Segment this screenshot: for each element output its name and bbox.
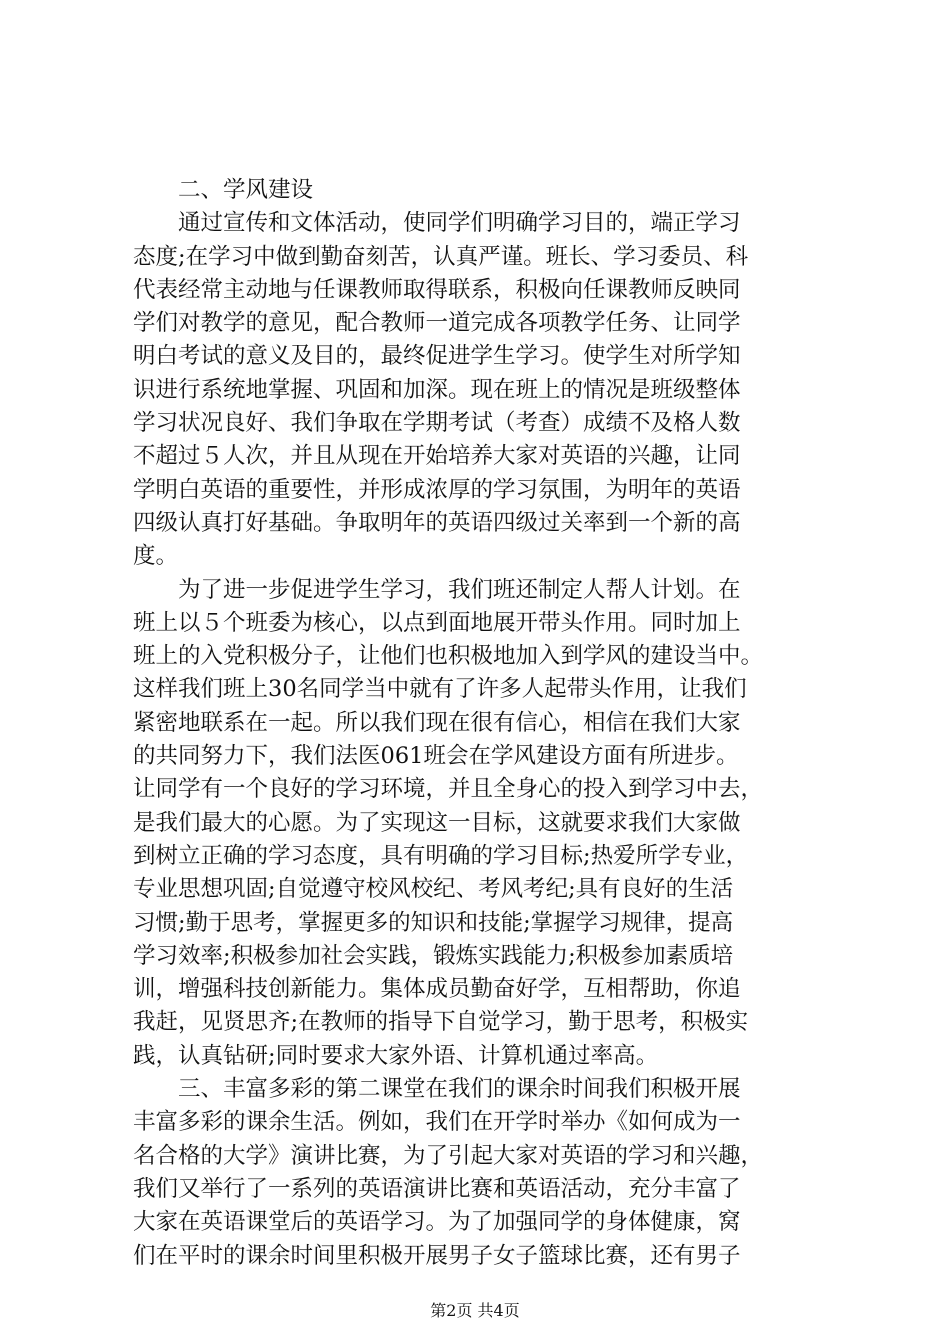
text-line: 名合格的大学》演讲比赛，为了引起大家对英语的学习和兴趣， <box>133 1142 764 1169</box>
text-line: 紧密地联系在一起。所以我们现在很有信心，相信在我们大家 <box>133 709 741 736</box>
text-line: 们在平时的课余时间里积极开展男子女子篮球比赛，还有男子 <box>133 1242 741 1269</box>
text-line: 学们对教学的意见，配合教师一道完成各项教学任务、让同学 <box>133 310 741 337</box>
text-line: 学习状况良好、我们争取在学期考试（考查）成绩不及格人数 <box>133 410 741 437</box>
text-line: 四级认真打好基础。争取明年的英语四级过关率到一个新的高 <box>133 509 741 536</box>
text-line: 学明白英语的重要性，并形成浓厚的学习氛围，为明年的英语 <box>133 476 741 503</box>
text-line: 为了进一步促进学生学习，我们班还制定人帮人计划。在 <box>133 576 741 603</box>
text-line: 班上的入党积极分子，让他们也积极地加入到学风的建设当中。 <box>133 643 764 670</box>
text-line: 代表经常主动地与任课教师取得联系，积极向任课教师反映同 <box>133 276 741 303</box>
text-line: 是我们最大的心愿。为了实现这一目标，这就要求我们大家做 <box>133 809 741 836</box>
text-line: 三、丰富多彩的第二课堂在我们的课余时间我们积极开展 <box>133 1076 741 1103</box>
text-line: 我赶，见贤思齐;在教师的指导下自觉学习，勤于思考，积极实 <box>133 1009 749 1036</box>
text-line: 训，增强科技创新能力。集体成员勤奋好学，互相帮助，你追 <box>133 976 741 1003</box>
text-line: 让同学有一个良好的学习环境，并且全身心的投入到学习中去， <box>133 776 764 803</box>
text-line: 丰富多彩的课余生活。例如，我们在开学时举办《如何成为一 <box>133 1109 741 1136</box>
text-line: 大家在英语课堂后的英语学习。为了加强同学的身体健康，窝 <box>133 1209 741 1236</box>
text-line: 的共同努力下，我们法医061班会在学风建设方面有所进步。 <box>133 743 739 770</box>
text-line: 识进行系统地掌握、巩固和加深。现在班上的情况是班级整体 <box>133 376 741 403</box>
text-line: 度。 <box>133 543 179 570</box>
text-line: 践，认真钻研;同时要求大家外语、计算机通过率高。 <box>133 1042 659 1069</box>
text-line: 通过宣传和文体活动，使同学们明确学习目的，端正学习 <box>133 210 741 237</box>
text-line: 学习效率;积极参加社会实践，锻炼实践能力;积极参加素质培 <box>133 942 734 969</box>
text-line: 态度;在学习中做到勤奋刻苦，认真严谨。班长、学习委员、科 <box>133 243 749 270</box>
text-line: 二、学风建设 <box>133 177 314 203</box>
text-line: 习惯;勤于思考，掌握更多的知识和技能;掌握学习规律，提高 <box>133 909 734 936</box>
text-line: 明白考试的意义及目的，最终促进学生学习。使学生对所学知 <box>133 343 741 370</box>
text-line: 这样我们班上30名同学当中就有了许多人起带头作用，让我们 <box>133 676 747 703</box>
text-line: 我们又举行了一系列的英语演讲比赛和英语活动，充分丰富了 <box>133 1175 741 1202</box>
text-line: 专业思想巩固;自觉遵守校风校纪、考风考纪;具有良好的生活 <box>133 876 734 903</box>
page-number-footer: 第2页 共4页 <box>430 1301 520 1320</box>
document-body <box>133 174 833 1273</box>
text-line: 班上以５个班委为核心，以点到面地展开带头作用。同时加上 <box>133 609 741 636</box>
text-line: 到树立正确的学习态度，具有明确的学习目标;热爱所学专业， <box>133 842 749 869</box>
text-line: 不超过５人次，并且从现在开始培养大家对英语的兴趣，让同 <box>133 443 741 470</box>
